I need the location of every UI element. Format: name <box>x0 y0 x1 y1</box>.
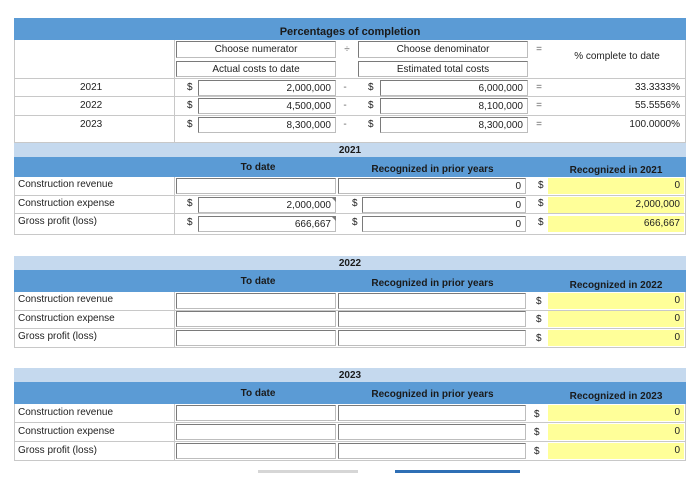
numerator-value-select[interactable] <box>176 61 336 77</box>
grid-line <box>14 460 686 461</box>
to-date-gross-profit-input[interactable] <box>176 443 336 459</box>
prior-expense-input[interactable]: 0 <box>362 197 526 213</box>
col-recognized: Recognized in 2021 <box>569 165 663 176</box>
year-label: 2022 <box>80 100 103 111</box>
actual-costs-label: Actual costs to date <box>212 64 300 75</box>
row-label-expense: Construction expense <box>18 426 115 437</box>
scrollbar-thumb[interactable] <box>395 470 520 473</box>
currency-sign: $ <box>534 427 540 438</box>
grid-line <box>14 441 686 442</box>
to-date-revenue-input[interactable] <box>176 293 336 309</box>
grid-line <box>14 78 686 79</box>
grid-line <box>14 96 686 97</box>
currency-sign: $ <box>187 100 193 111</box>
currency-sign: $ <box>538 180 544 191</box>
numerator-label: Choose numerator <box>214 44 298 55</box>
currency-sign: $ <box>536 333 542 344</box>
denominator-input[interactable]: 6,000,000 <box>380 80 528 96</box>
row-label-expense: Construction expense <box>18 198 115 209</box>
scrollbar-track[interactable] <box>258 470 358 473</box>
prior-revenue-input[interactable] <box>338 405 526 421</box>
currency-sign: $ <box>536 296 542 307</box>
denominator-input[interactable]: 8,300,000 <box>380 117 528 133</box>
equals-op: = <box>536 100 542 111</box>
col-to-date: To date <box>240 162 276 173</box>
row-label-expense: Construction expense <box>18 313 115 324</box>
to-date-expense-input[interactable] <box>176 424 336 440</box>
row-label-gross-profit: Gross profit (loss) <box>18 331 97 342</box>
equals-op: = <box>536 119 542 130</box>
grid-line <box>14 292 15 348</box>
numerator-input[interactable]: 2,000,000 <box>198 80 336 96</box>
currency-sign: $ <box>352 217 358 228</box>
grid-line <box>14 213 686 214</box>
pct-header: % complete to date <box>574 51 660 62</box>
minus-op: - <box>343 82 347 93</box>
currency-sign: $ <box>538 217 544 228</box>
grid-line <box>14 328 686 329</box>
numerator-select[interactable] <box>176 41 336 58</box>
prior-gross-profit-input[interactable] <box>338 330 526 346</box>
col-to-date: To date <box>240 388 276 399</box>
pct-complete: 100.0000% <box>629 119 680 130</box>
grid-line <box>14 40 15 143</box>
numerator-input[interactable]: 4,500,000 <box>198 98 336 114</box>
to-date-revenue-input[interactable] <box>176 178 336 194</box>
grid-line <box>14 404 15 461</box>
year-label: 2021 <box>80 82 103 93</box>
col-recognized: Recognized in 2022 <box>569 280 663 291</box>
recognized-gross-profit: 666,667 <box>548 216 684 232</box>
year-label: 2023 <box>80 119 103 130</box>
col-recognized: Recognized in 2023 <box>569 391 663 402</box>
estimated-costs-label: Estimated total costs <box>396 64 490 75</box>
to-date-gross-profit-input[interactable] <box>176 330 336 346</box>
grid-line <box>174 404 175 461</box>
recognized-expense: 2,000,000 <box>548 197 684 213</box>
to-date-revenue-input[interactable] <box>176 405 336 421</box>
prior-gross-profit-input[interactable] <box>338 443 526 459</box>
row-label-revenue: Construction revenue <box>18 294 114 305</box>
currency-sign: $ <box>534 409 540 420</box>
grid-line <box>685 292 686 348</box>
prior-revenue-input[interactable]: 0 <box>338 178 526 194</box>
currency-sign: $ <box>534 446 540 457</box>
recognized-gross-profit: 0 <box>548 443 684 459</box>
to-date-expense-input[interactable] <box>176 311 336 327</box>
currency-sign: $ <box>352 198 358 209</box>
col-prior: Recognized in prior years <box>371 164 494 175</box>
denominator-value-select[interactable] <box>358 61 528 77</box>
denominator-label: Choose denominator <box>396 44 490 55</box>
currency-sign: $ <box>536 314 542 325</box>
currency-sign: $ <box>368 119 374 130</box>
section-year: 2021 <box>338 145 362 156</box>
grid-line <box>685 404 686 461</box>
recognized-expense: 0 <box>548 424 684 440</box>
grid-line <box>174 292 175 348</box>
prior-expense-input[interactable] <box>338 424 526 440</box>
col-to-date: To date <box>240 276 276 287</box>
minus-op: - <box>343 100 347 111</box>
pct-complete: 33.3333% <box>634 82 680 93</box>
recognized-expense: 0 <box>548 311 684 327</box>
grid-line <box>14 195 686 196</box>
section-year: 2023 <box>338 370 362 381</box>
denominator-input[interactable]: 8,100,000 <box>380 98 528 114</box>
page-title: Percentages of completion <box>279 26 421 38</box>
row-label-revenue: Construction revenue <box>18 407 114 418</box>
minus-op: - <box>343 119 347 130</box>
currency-sign: $ <box>187 82 193 93</box>
currency-sign: $ <box>187 119 193 130</box>
currency-sign: $ <box>187 217 193 228</box>
prior-gross-profit-input[interactable]: 0 <box>362 216 526 232</box>
divide-op: ÷ <box>344 44 350 55</box>
row-label-gross-profit: Gross profit (loss) <box>18 216 97 227</box>
currency-sign: $ <box>538 198 544 209</box>
row-label-revenue: Construction revenue <box>18 179 114 190</box>
equals-op: = <box>536 44 542 55</box>
pct-complete: 55.5556% <box>634 100 680 111</box>
grid-line <box>14 422 686 423</box>
recognized-revenue: 0 <box>548 293 684 309</box>
to-date-expense-input[interactable]: 2,000,000 <box>198 197 336 213</box>
grid-line <box>14 347 686 348</box>
section-year: 2022 <box>338 258 362 269</box>
grid-line <box>174 40 175 143</box>
grid-line <box>14 177 15 235</box>
recognized-revenue: 0 <box>548 178 684 194</box>
to-date-gross-profit-input[interactable]: 666,667 <box>198 216 336 232</box>
grid-line <box>174 177 175 235</box>
row-label-gross-profit: Gross profit (loss) <box>18 445 97 456</box>
recognized-gross-profit: 0 <box>548 330 684 346</box>
col-prior: Recognized in prior years <box>371 278 494 289</box>
currency-sign: $ <box>368 100 374 111</box>
currency-sign: $ <box>187 198 193 209</box>
prior-expense-input[interactable] <box>338 311 526 327</box>
numerator-input[interactable]: 8,300,000 <box>198 117 336 133</box>
col-prior: Recognized in prior years <box>371 389 494 400</box>
grid-line <box>14 115 686 116</box>
grid-line <box>685 177 686 235</box>
equals-op: = <box>536 82 542 93</box>
currency-sign: $ <box>368 82 374 93</box>
prior-revenue-input[interactable] <box>338 293 526 309</box>
denominator-select[interactable] <box>358 41 528 58</box>
recognized-revenue: 0 <box>548 405 684 421</box>
grid-line <box>14 234 686 235</box>
